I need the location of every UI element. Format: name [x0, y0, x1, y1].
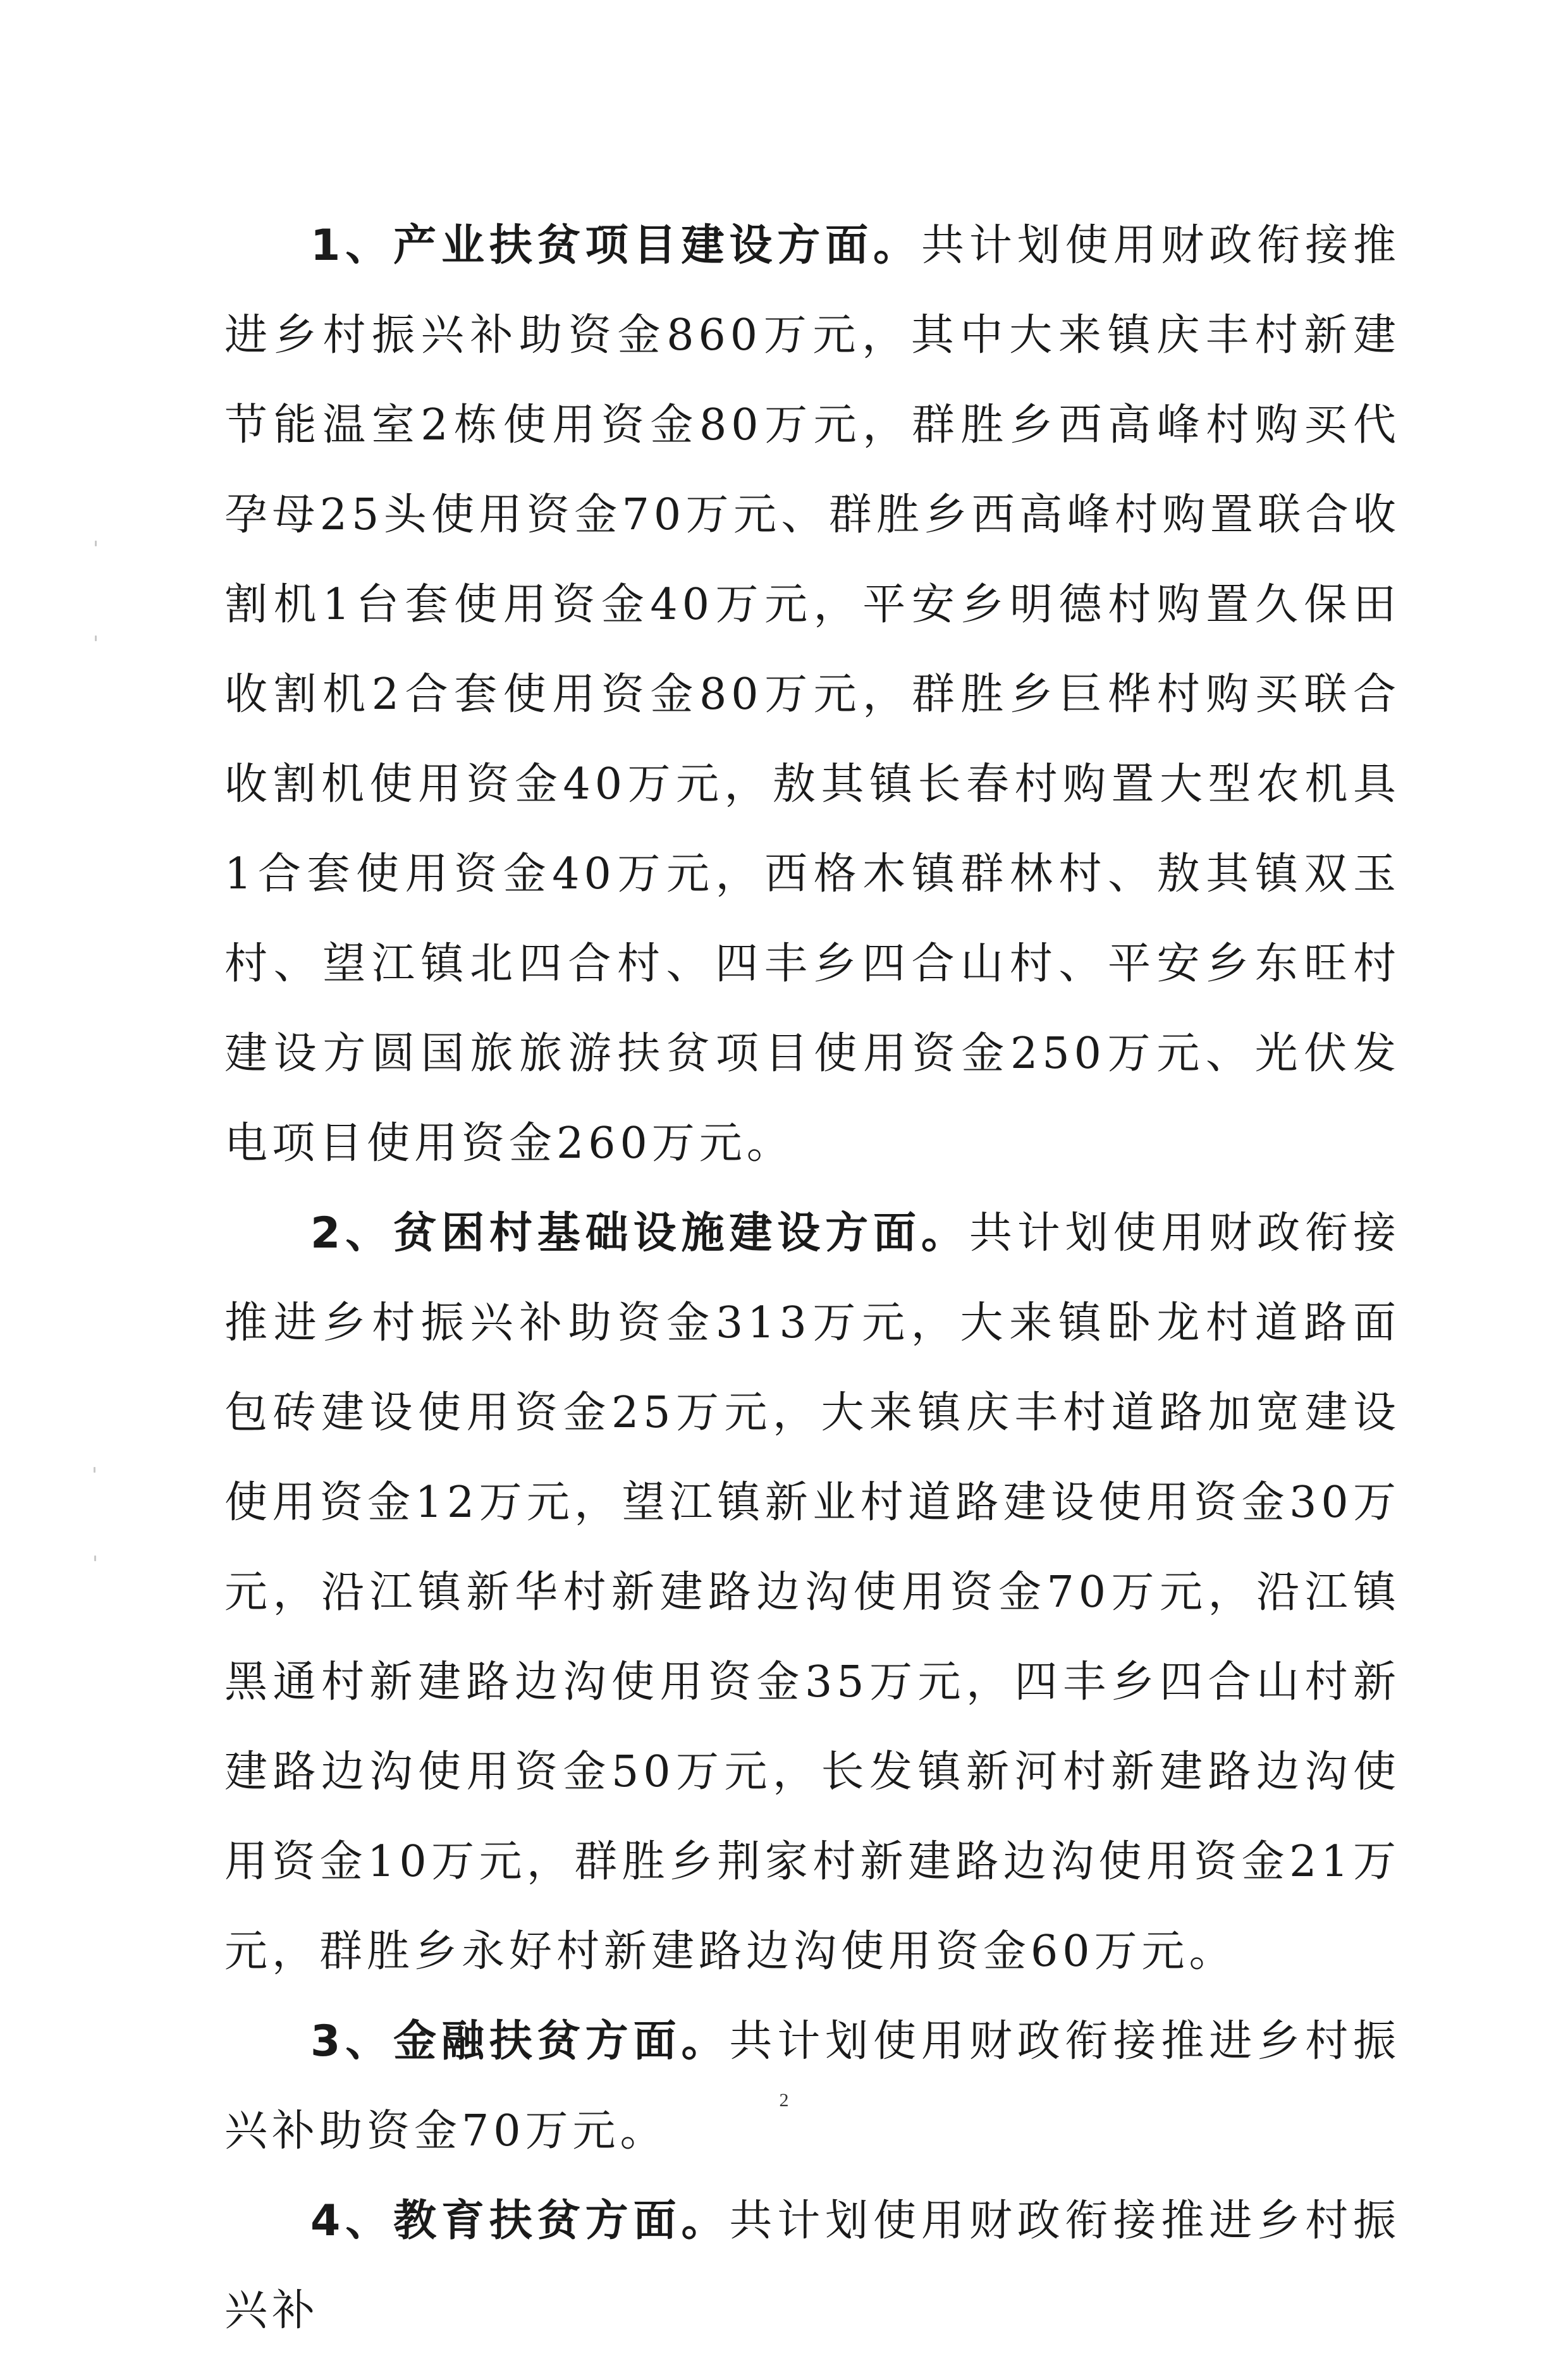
scan-mark [94, 1467, 95, 1473]
section-text: 共计划使用财政衔接推进乡村振兴补助资金860万元，其中大来镇庆丰村新建节能温室2栋使用资金80万元，群胜乡西高峰村购买代孕母25头使用资金70万元、群胜乡西高峰村购置联合收割机1台套使用资金40万元，平安乡明德村购置久保田收割机2合套使用资金80万元，群胜乡巨桦村购买联合收割机使用资金40万元，敖其镇长春村购置大型农机具1合套使用资金40万元，西格木镇群林村、敖其镇双玉村、望江镇北四合村、四丰乡四合山村、平安乡东旺村建设方圆国旅旅游扶贫项目使用资金250万元、光伏发电项目使用资金260万元。 [224, 221, 1400, 1169]
paragraph-financial-poverty-alleviation [224, 1997, 1400, 2176]
page-number: 2 [779, 2090, 789, 2111]
section-heading: 3、金融扶贫方面。 [310, 2016, 730, 2066]
scan-mark [95, 541, 97, 546]
document-body [224, 201, 1400, 2356]
paragraph-industry-poverty-alleviation [224, 201, 1400, 1189]
section-heading: 1、产业扶贫项目建设方面。 [310, 221, 921, 271]
scan-mark [95, 635, 97, 641]
section-text: 共计划使用财政衔接推进乡村振兴补助资金313万元，大来镇卧龙村道路面包砖建设使用资金25万元，大来镇庆丰村道路加宽建设使用资金12万元，望江镇新业村道路建设使用资金30万元，沿江镇新华村新建路边沟使用资金70万元，沿江镇黑通村新建路边沟使用资金35万元，四丰乡四合山村新建路边沟使用资金50万元，长发镇新河村新建路边沟使用资金10万元，群胜乡荆家村新建路边沟使用资金21万元，群胜乡永好村新建路边沟使用资金60万元。 [224, 1208, 1400, 1977]
section-heading: 2、贫困村基础设施建设方面。 [310, 1208, 969, 1258]
section-text: 共计划使用财政衔接推进乡村振兴补助资金70万元。 [224, 2016, 1400, 2156]
section-text: 共计划使用财政衔接推进乡村振兴补 [224, 2196, 1400, 2336]
section-heading: 4、教育扶贫方面。 [310, 2196, 730, 2246]
paragraph-education-poverty-alleviation [224, 2176, 1400, 2356]
paragraph-infrastructure [224, 1189, 1400, 1997]
scan-mark [94, 1555, 96, 1561]
